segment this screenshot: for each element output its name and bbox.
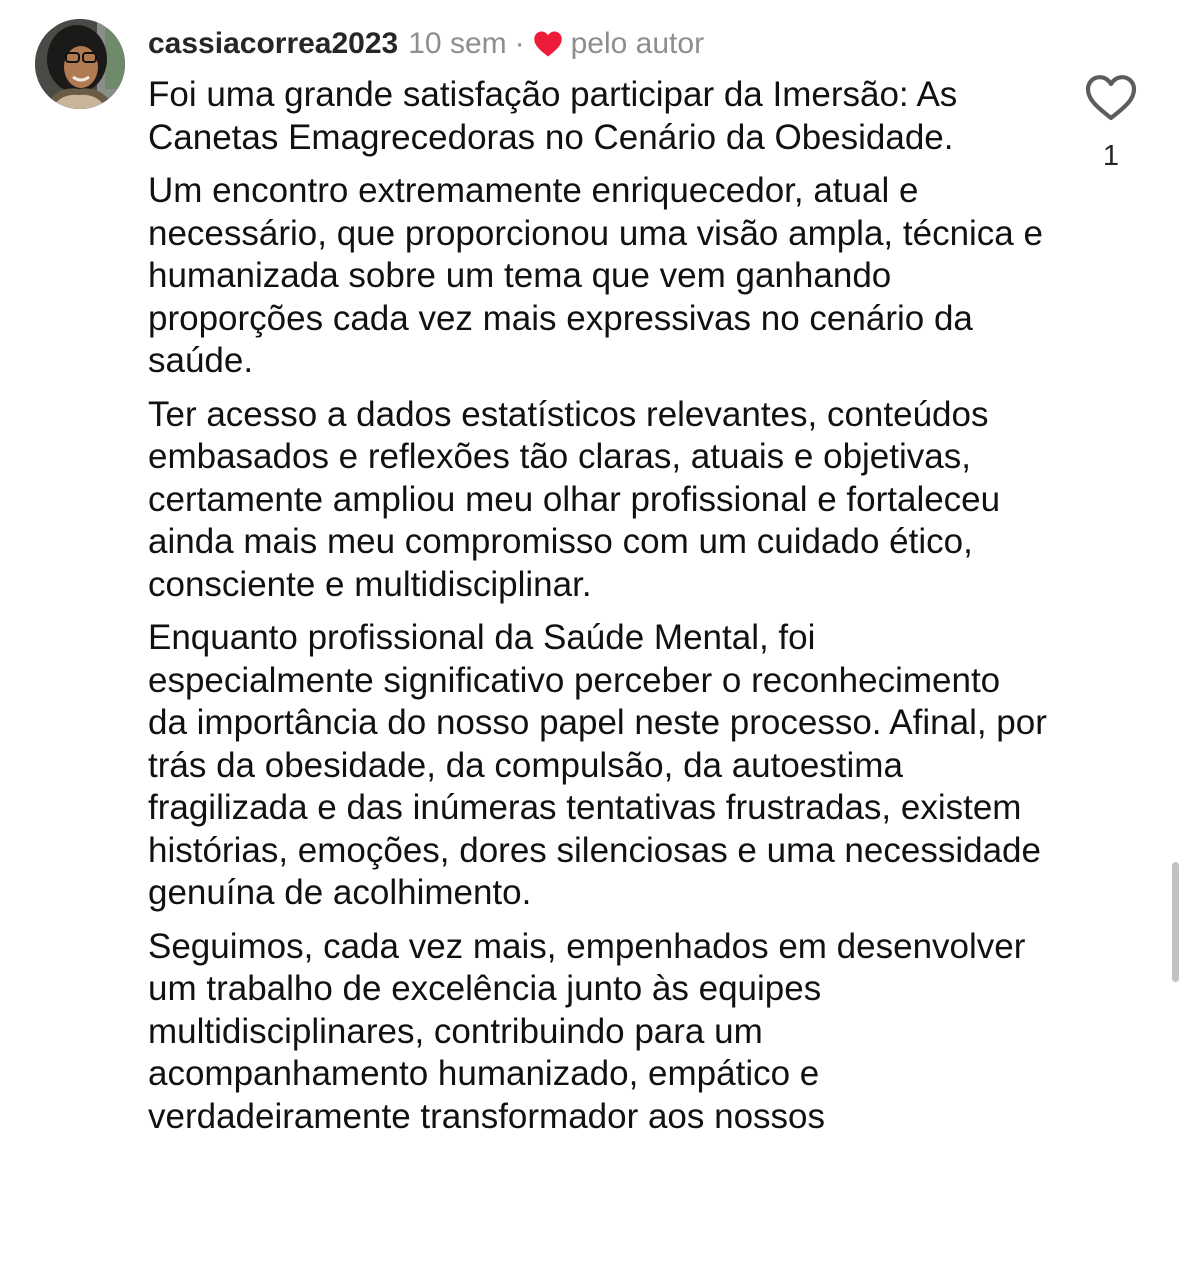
comment-paragraph-4: Enquanto profissional da Saúde Mental, foi especialmente significativo perceber o reconhecimento da importância do nosso papel neste processo. Afinal, por trás da obesidade, da compulsão, da autoestima fragilizada e das inúmeras tentativas frustradas, existem histórias, emoções, dores silenciosas e uma necessidade genuína de acolhimento. — [148, 618, 1047, 912]
comment-paragraph-3: Ter acesso a dados estatísticos relevantes, conteúdos embasados e reflexões tão claras, atuais e objetivas, certamente ampliou meu olhar profissional e fortaleceu ainda mais meu compromisso com um cuidado ético, consciente e multidisciplinar. — [148, 394, 1001, 604]
heart-outline-icon — [1085, 74, 1137, 122]
comment-paragraph-2: Um encontro extremamente enriquecedor, atual e necessário, que proporcionou uma visão ampla, técnica e humanizada sobre um tema que vem ganhando proporções cada vez mais expressivas no cenário da saúde. — [148, 171, 1043, 380]
like-button[interactable] — [1085, 74, 1137, 122]
username[interactable]: cassiacorrea2023 — [148, 27, 399, 60]
author-like-heart-icon — [533, 30, 563, 58]
comment-time: 10 sem — [408, 27, 507, 60]
avatar[interactable] — [35, 19, 125, 109]
like-count: 1 — [1102, 140, 1120, 172]
comment-paragraph-1: Foi uma grande satisfação participar da Imersão: As Canetas Emagrecedoras no Cenário da Obesidade. — [148, 75, 958, 157]
liked-by-author-label: pelo autor — [570, 27, 705, 60]
scrollbar-thumb[interactable] — [1172, 862, 1179, 982]
comment-paragraph-5: Seguimos, cada vez mais, empenhados em desenvolver um trabalho de excelência junto às equipes multidisciplinares, contribuindo para um acompanhamento humanizado, empático e verdadeiramente transformador aos nossos — [148, 926, 1026, 1136]
avatar-image — [35, 19, 125, 109]
comment-text — [148, 74, 1048, 1149]
comment-header — [148, 22, 704, 66]
like-section — [1084, 74, 1138, 173]
separator-dot: · — [514, 27, 525, 60]
